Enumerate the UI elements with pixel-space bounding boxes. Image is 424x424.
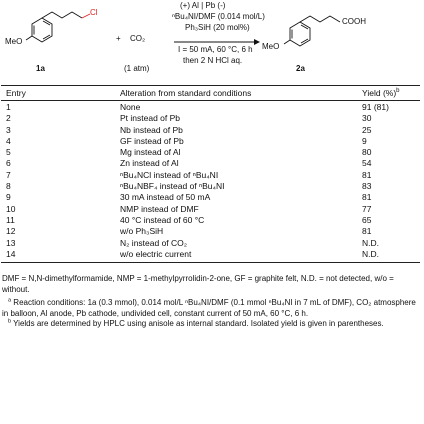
yield-value: 77 xyxy=(362,203,372,214)
table-row xyxy=(0,158,424,169)
chloride-label: Cl xyxy=(90,8,98,17)
entry-number: 12 xyxy=(6,226,16,237)
table-row xyxy=(0,226,424,237)
reactant-methoxy-label: MeO xyxy=(5,37,23,46)
table-bottom-rule xyxy=(1,262,420,263)
co2-condition: (1 atm) xyxy=(124,64,150,73)
table-top-rule xyxy=(1,85,420,86)
entry-number: 1 xyxy=(6,102,11,112)
reactant-label: 1a xyxy=(36,64,45,73)
table-row xyxy=(0,192,424,203)
table-row xyxy=(0,102,424,113)
alteration-text: w/o Ph₃SiH xyxy=(120,226,164,237)
entry-number: 8 xyxy=(6,181,11,192)
table-row xyxy=(0,181,424,192)
entry-number: 5 xyxy=(6,147,11,158)
yield-value: N.D. xyxy=(362,248,379,259)
entry-number: 4 xyxy=(6,135,11,146)
yield-value: 81 xyxy=(362,169,372,180)
yield-value: 80 xyxy=(362,147,372,158)
footnote-a-text: Reaction conditions: 1a (0.3 mmol), 0.014 mol/L ⁿBu₄NI/DMF (0.1 mmol ⁿBu₄NI in 7 mL of DMF), CO₂ atmosphere in balloon, Al anode, Pb cathode, undivided cell, constant current of 50 mA, 60 °C, 6 h. xyxy=(2,298,416,318)
yield-value: 25 xyxy=(362,124,372,135)
condition-silane: Ph₃SiH (20 mol%) xyxy=(185,23,250,32)
header-entry: Entry xyxy=(6,88,26,98)
alteration-text: Nb instead of Pb xyxy=(120,124,183,135)
yield-value: 65 xyxy=(362,214,372,225)
table-row xyxy=(0,170,424,181)
table-row xyxy=(0,113,424,124)
table-body xyxy=(0,102,424,260)
table-row xyxy=(0,147,424,158)
abbreviations-note: DMF = N,N-dimethylformamide, NMP = 1-methylpyrrolidin-2-one, GF = graphite felt, N.D. = not detected, w/o = without. xyxy=(2,274,394,294)
alteration-text: GF instead of Pb xyxy=(120,135,184,146)
footnote-b-text: Yields are determined by HPLC using anisole as internal standard. Isolated yield is given in parentheses. xyxy=(13,319,384,328)
entry-number: 9 xyxy=(6,192,11,203)
header-alteration: Alteration from standard conditions xyxy=(120,88,252,98)
product-label: 2a xyxy=(296,64,305,73)
carboxylic-acid-label: COOH xyxy=(342,17,366,26)
yield-value: 81 xyxy=(362,226,372,237)
alteration-text: Pt instead of Pb xyxy=(120,113,181,124)
table-row xyxy=(0,136,424,147)
alteration-text: Zn instead of Al xyxy=(120,158,179,169)
alteration-text: Mg instead of Al xyxy=(120,147,181,158)
table-row xyxy=(0,204,424,215)
condition-workup: then 2 N HCl aq. xyxy=(183,56,243,65)
product-benzene-ring xyxy=(284,16,340,46)
alteration-text: 30 mA instead of 50 mA xyxy=(120,192,211,203)
reactant-benzene-ring xyxy=(26,12,82,42)
table-row xyxy=(0,125,424,136)
yield-value: 91 (81) xyxy=(362,102,389,112)
product-methoxy-label: MeO xyxy=(262,42,280,51)
footnote-b xyxy=(2,319,420,330)
table-header-rule xyxy=(1,100,420,101)
chloride-bond xyxy=(82,14,90,18)
yield-value: 9 xyxy=(362,135,367,146)
entry-number: 7 xyxy=(6,169,11,180)
alteration-text: w/o electric current xyxy=(120,248,192,259)
entry-number: 6 xyxy=(6,158,11,169)
entry-number: 13 xyxy=(6,237,16,248)
entry-number: 14 xyxy=(6,248,16,259)
yield-value: 30 xyxy=(362,113,372,124)
header-yield: Yield (%)$^b$ xyxy=(362,88,400,98)
alteration-text: ⁿBu₄NBF₄ instead of ⁿBu₄NI xyxy=(120,181,225,192)
yield-value: 54 xyxy=(362,158,372,169)
alteration-text: N₂ instead of CO₂ xyxy=(120,237,188,248)
reaction-scheme xyxy=(0,0,424,82)
footnote-a-mark: a xyxy=(8,297,12,304)
table-footnotes xyxy=(2,274,420,330)
table-row xyxy=(0,238,424,249)
footnote-a xyxy=(2,298,420,319)
entry-number: 10 xyxy=(6,203,16,214)
footnote-b-mark: b xyxy=(8,318,12,325)
table-row xyxy=(0,215,424,226)
yield-value: N.D. xyxy=(362,237,379,248)
alteration-text: 40 °C instead of 60 °C xyxy=(120,214,205,225)
alteration-text: None xyxy=(120,102,141,112)
entry-number: 11 xyxy=(6,214,15,225)
yield-value: 83 xyxy=(362,181,372,192)
entry-number: 3 xyxy=(6,124,11,135)
plus-sign: + xyxy=(116,34,121,43)
yield-value: 81 xyxy=(362,192,372,203)
alteration-text: NMP instead of DMF xyxy=(120,203,199,214)
co2-label: CO₂ xyxy=(130,34,146,43)
condition-current: I = 50 mA, 60 °C, 6 h xyxy=(178,45,253,54)
table-row xyxy=(0,249,424,260)
condition-electrodes: (+) Al | Pb (-) xyxy=(180,1,226,10)
alteration-text: ⁿBu₄NCl instead of ⁿBu₄NI xyxy=(120,169,219,180)
entry-number: 2 xyxy=(6,113,11,124)
condition-electrolyte: ⁿBu₄NI/DMF (0.014 mol/L) xyxy=(172,12,265,21)
